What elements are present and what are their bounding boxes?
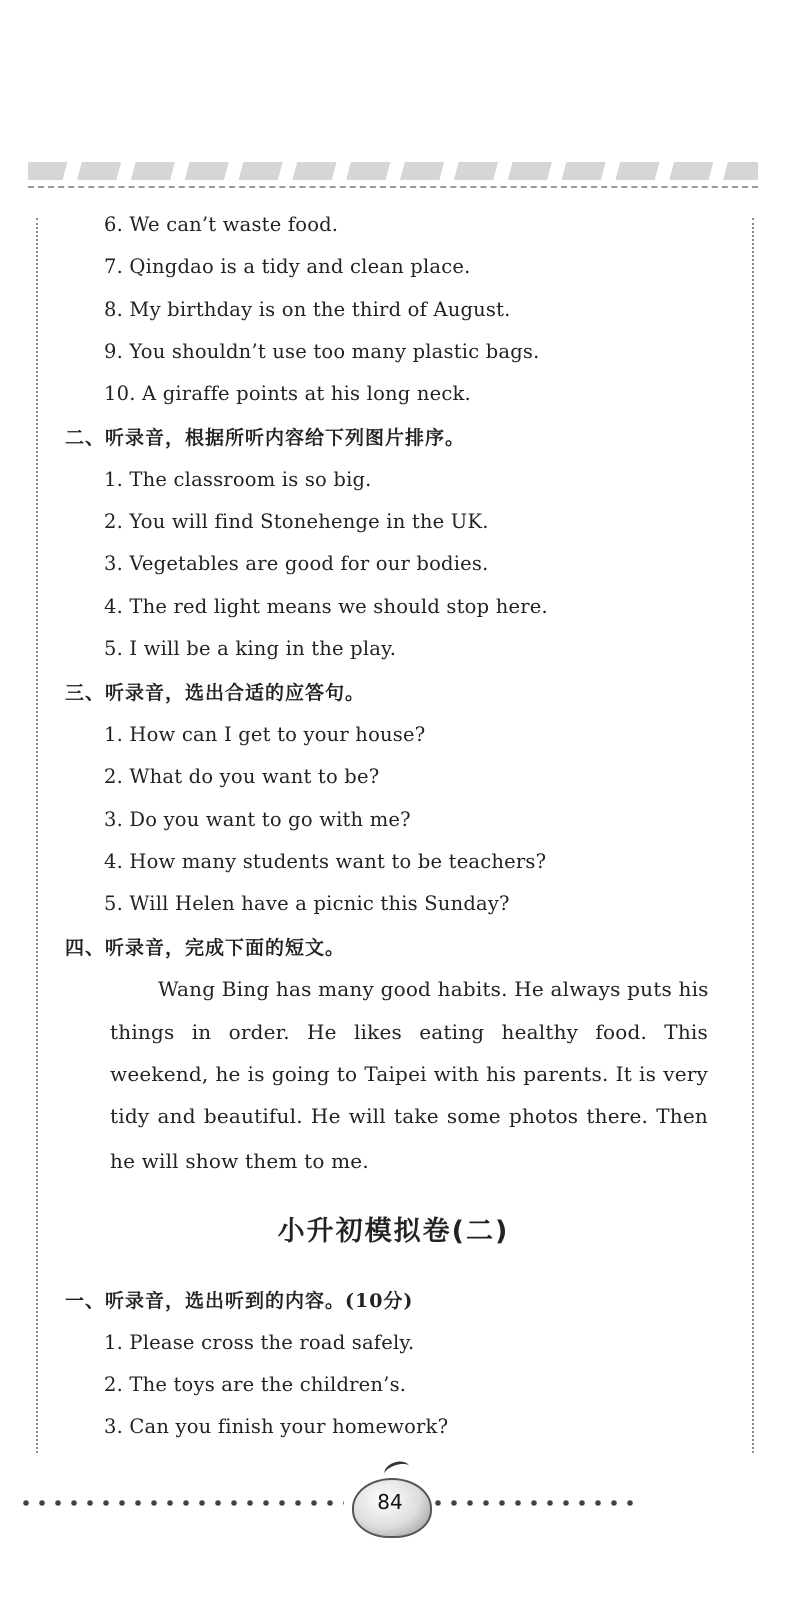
list-item: 2. What do you want to be? [104, 765, 380, 788]
list-item: 3. Can you finish your homework? [104, 1415, 449, 1438]
passage-line: he will show them to me. [110, 1149, 369, 1173]
list-item: 10. A giraffe points at his long neck. [104, 382, 471, 405]
list-item: 8. My birthday is on the third of August. [104, 298, 511, 321]
page-number: 84 [377, 1490, 403, 1514]
list-item: 4. The red light means we should stop here. [104, 595, 548, 618]
section-heading: 二、听录音，根据所听内容给下列图片排序。 [65, 427, 466, 449]
list-item: 7. Qingdao is a tidy and clean place. [104, 255, 471, 278]
exam-title: 小升初模拟卷(二) [277, 1216, 510, 1247]
list-item: 1. How can I get to your house? [104, 723, 426, 746]
passage-line: things in order. He likes eating healthy food. This [110, 1020, 708, 1044]
footer-dots-right [430, 1492, 640, 1514]
list-item: 2. You will find Stonehenge in the UK. [104, 510, 489, 533]
list-item: 5. I will be a king in the play. [104, 637, 397, 660]
section-heading: 三、听录音，选出合适的应答句。 [65, 682, 366, 704]
list-item: 6. We can’t waste food. [104, 213, 339, 236]
section-heading: 一、听录音，选出听到的内容。(10分) [65, 1290, 414, 1312]
header-dashed-rule [28, 186, 758, 188]
list-item: 1. The classroom is so big. [104, 468, 372, 491]
list-item: 5. Will Helen have a picnic this Sunday? [104, 892, 510, 915]
list-item: 3. Vegetables are good for our bodies. [104, 552, 489, 575]
list-item: 9. You shouldn’t use too many plastic bags. [104, 340, 540, 363]
header-decorative-band [28, 162, 758, 180]
list-item: 1. Please cross the road safely. [104, 1331, 415, 1354]
passage-line: Wang Bing has many good habits. He always puts his [158, 977, 709, 1001]
footer-dots-left [18, 1492, 344, 1514]
left-border-line [36, 218, 38, 1453]
passage-line: tidy and beautiful. He will take some photos there. Then [110, 1104, 708, 1128]
right-border-line [752, 218, 754, 1453]
passage-line: weekend, he is going to Taipei with his parents. It is very [110, 1062, 708, 1086]
list-item: 3. Do you want to go with me? [104, 808, 411, 831]
list-item: 4. How many students want to be teachers? [104, 850, 547, 873]
section-heading: 四、听录音，完成下面的短文。 [65, 937, 346, 959]
list-item: 2. The toys are the children’s. [104, 1373, 407, 1396]
